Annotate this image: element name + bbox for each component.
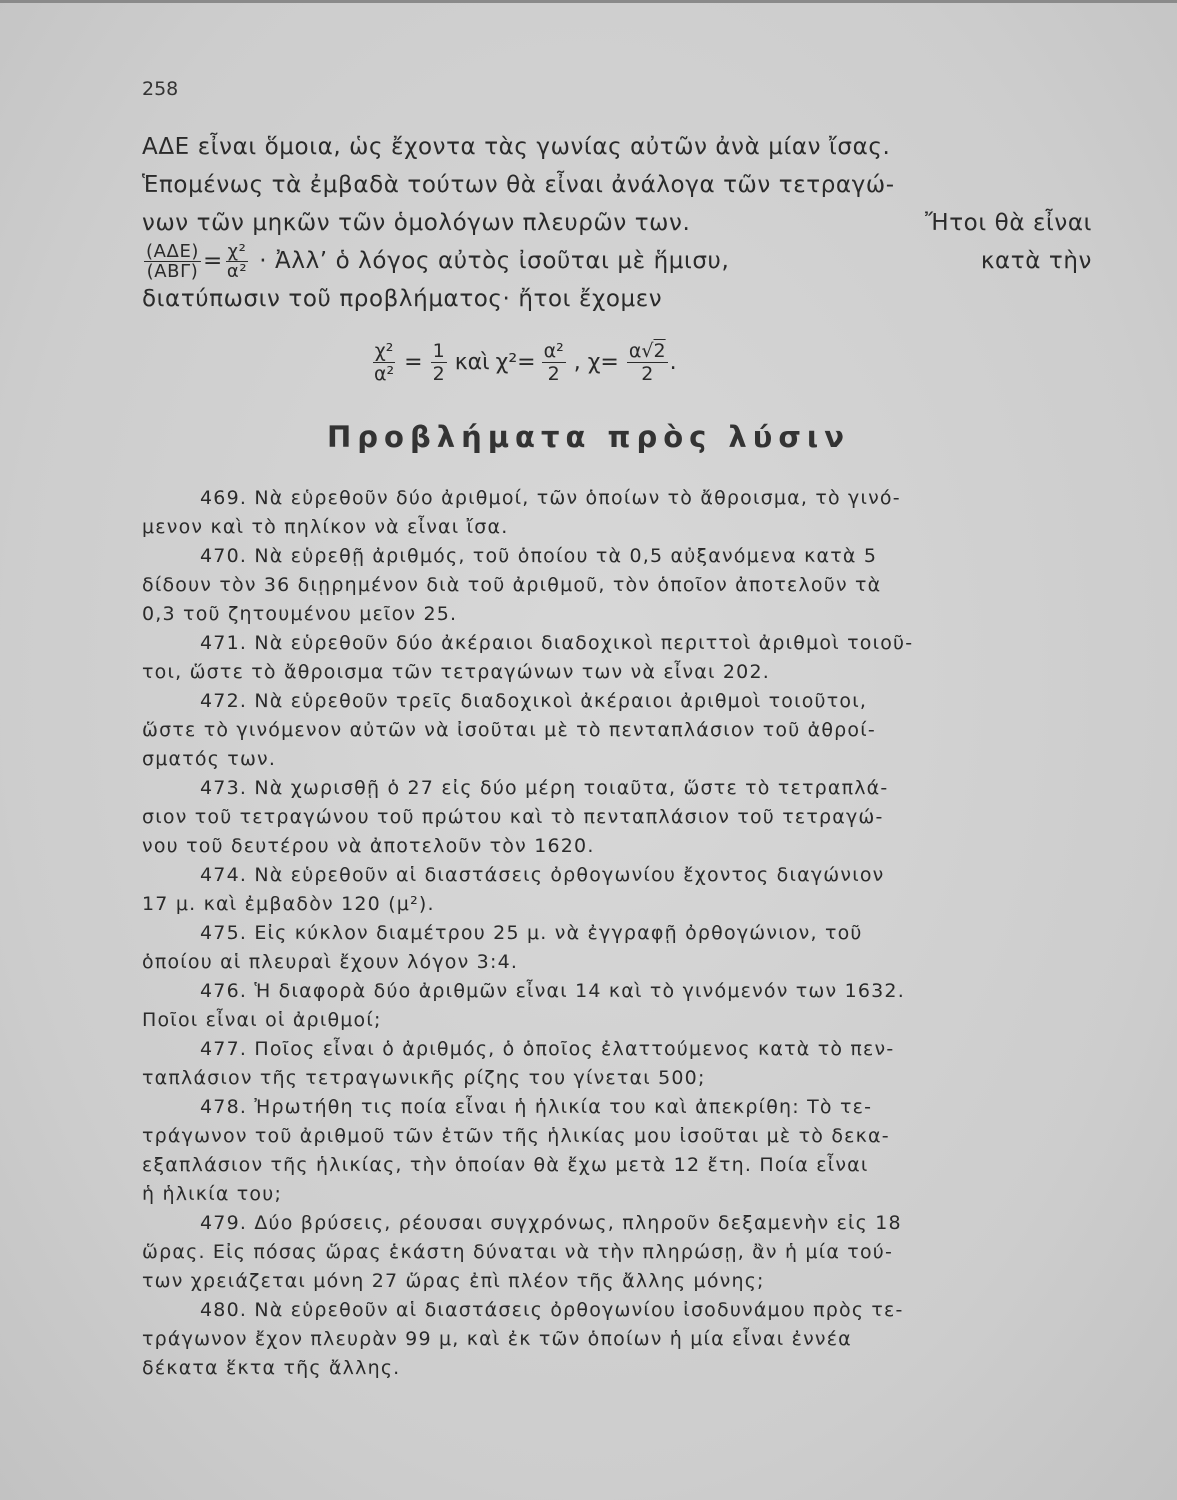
problem-line: 17 μ. καὶ ἐμβαδὸν 120 (μ²).: [142, 893, 435, 915]
problem-line: 0,3 τοῦ ζητουμένου μεῖον 25.: [142, 603, 458, 625]
problem-line: 479. Δύο βρύσεις, ρέουσαι συγχρόνως, πληροῦν δεξαμενὴν εἰς 18: [200, 1212, 902, 1234]
problem-line: 472. Νὰ εὑρεθοῦν τρεῖς διαδοχικοὶ ἀκέραιοι ἀριθμοὶ τοιοῦτοι,: [200, 690, 868, 712]
problem-line: ὥστε τὸ γινόμενον αὐτῶν νὰ ἰσοῦται μὲ τὸ πενταπλάσιον τοῦ ἀθροί-: [142, 719, 876, 741]
problem-line: τράγωνον τοῦ ἀριθμοῦ τῶν ἐτῶν τῆς ἡλικίας μου ἰσοῦται μὲ τὸ δεκα-: [142, 1125, 890, 1147]
page-number: 258: [142, 78, 179, 100]
problem-line: 478. Ἠρωτήθη τις ποία εἶναι ἡ ἡλικία του καὶ ἀπεκρίθη: Τὸ τε-: [200, 1096, 873, 1118]
fraction-chi-alpha: $\frac{\text{χ²}}{\text{α²}}$: [226, 240, 248, 282]
text-line: νων τῶν μηκῶν τῶν ὁμολόγων πλευρῶν των. Ἤτοι θὰ εἶναι: [142, 210, 1092, 236]
problem-line: 470. Νὰ εὑρεθῇ ἀριθμός, τοῦ ὁποίου τὰ 0,5 αὐξανόμενα κατὰ 5: [200, 545, 878, 567]
section-heading: Προβλήματα πρὸς λύσιν: [327, 420, 850, 454]
problem-line: των χρειάζεται μόνη 27 ὥρας ἐπὶ πλέον τῆς ἄλλης μόνης;: [142, 1270, 765, 1292]
fraction-area-ratio: $\frac{\text{(ΑΔΕ)}}{\text{(ΑΒΓ)}}$: [146, 240, 200, 282]
problem-line: ἡ ἡλικία του;: [142, 1183, 283, 1205]
problem-line: μενον καὶ τὸ πηλίκον νὰ εἶναι ἴσα.: [142, 516, 509, 538]
problem-line: δέκατα ἕκτα τῆς ἄλλης.: [142, 1357, 401, 1379]
problem-line: 469. Νὰ εὑρεθοῦν δύο ἀριθμοί, τῶν ὁποίων τὸ ἄθροισμα, τὸ γινό-: [200, 487, 901, 509]
problem-list: [142, 484, 1084, 1383]
problem-line: νου τοῦ δευτέρου νὰ ἀποτελοῦν τὸν 1620.: [142, 835, 595, 857]
text-line: Ἑπομένως τὰ ἐμβαδὰ τούτων θὰ εἶναι ἀνάλογα τῶν τετραγώ-: [142, 172, 895, 198]
problem-line: σιον τοῦ τετραγώνου τοῦ πρώτου καὶ τὸ πενταπλάσιον τοῦ τετραγώ-: [142, 806, 884, 828]
problem-line: 477. Ποῖος εἶναι ὁ ἀριθμός, ὁ ὁποῖος ἐλαττούμενος κατὰ τὸ πεν-: [200, 1038, 895, 1060]
text-line: διατύπωσιν τοῦ προβλήματος· ἤτοι ἔχομεν: [142, 286, 663, 312]
problem-line: 476. Ἡ διαφορὰ δύο ἀριθμῶν εἶναι 14 καὶ τὸ γινόμενόν των 1632.: [200, 980, 905, 1002]
display-formula: $\frac{\text{χ²}}{\text{α²}}$ = $\frac{1}{2}$ καὶ χ²= $\frac{\text{α²}}{2}$ , χ= $\frac{\alpha√2}{2}$ .: [374, 339, 677, 385]
problem-line: δίδουν τὸν 36 διῃρημένον διὰ τοῦ ἀριθμοῦ, τὸν ὁποῖον ἀποτελοῦν τὰ: [142, 574, 882, 596]
problem-line: ταπλάσιον τῆς τετραγωνικῆς ρίζης του γίνεται 500;: [142, 1067, 706, 1089]
problem-line: ὥρας. Εἰς πόσας ὥρας ἑκάστη δύναται νὰ τὴν πληρώσῃ, ἂν ἡ μία τού-: [142, 1241, 894, 1263]
problem-line: τοι, ὥστε τὸ ἄθροισμα τῶν τετραγώνων των νὰ εἶναι 202.: [142, 661, 770, 683]
problem-line: τράγωνον ἔχον πλευρὰν 99 μ, καὶ ἐκ τῶν ὁποίων ἡ μία εἶναι ἐννέα: [142, 1328, 852, 1350]
page-top-edge: [0, 0, 1177, 3]
problem-line: 473. Νὰ χωρισθῇ ὁ 27 εἰς δύο μέρη τοιαῦτα, ὥστε τὸ τετραπλά-: [200, 777, 889, 799]
intro-text: [142, 128, 1092, 318]
problem-line: εξαπλάσιον τῆς ἡλικίας, τὴν ὁποίαν θὰ ἔχω μετὰ 12 ἔτη. Ποία εἶναι: [142, 1154, 869, 1176]
ratio-equation-line: $\frac{\text{(ΑΔΕ)}}{\text{(ΑΒΓ)}}$ = $\frac{\text{χ²}}{\text{α²}}$ · Ἀλλ’ ὁ λόγος αὐτὸς ἰσοῦται μὲ ἥμισυ, κατὰ τὴν: [146, 240, 1092, 282]
problem-line: ὁποίου αἱ πλευραὶ ἔχουν λόγον 3:4.: [142, 951, 519, 973]
problem-line: Ποῖοι εἶναι οἱ ἀριθμοί;: [142, 1009, 382, 1031]
problem-line: 480. Νὰ εὑρεθοῦν αἱ διαστάσεις ὀρθογωνίου ἰσοδυνάμου πρὸς τε-: [200, 1299, 904, 1321]
problem-line: 475. Εἰς κύκλον διαμέτρου 25 μ. νὰ ἐγγραφῇ ὀρθογώνιον, τοῦ: [200, 922, 863, 944]
problem-line: 474. Νὰ εὑρεθοῦν αἱ διαστάσεις ὀρθογωνίου ἔχοντος διαγώνιον: [200, 864, 885, 886]
problem-line: σματός των.: [142, 748, 277, 770]
problem-line: 471. Νὰ εὑρεθοῦν δύο ἀκέραιοι διαδοχικοὶ περιττοὶ ἀριθμοὶ τοιοῦ-: [200, 632, 914, 654]
text-line: ΑΔΕ εἶναι ὅμοια, ὡς ἔχοντα τὰς γωνίας αὐτῶν ἀνὰ μίαν ἴσας.: [142, 134, 891, 160]
